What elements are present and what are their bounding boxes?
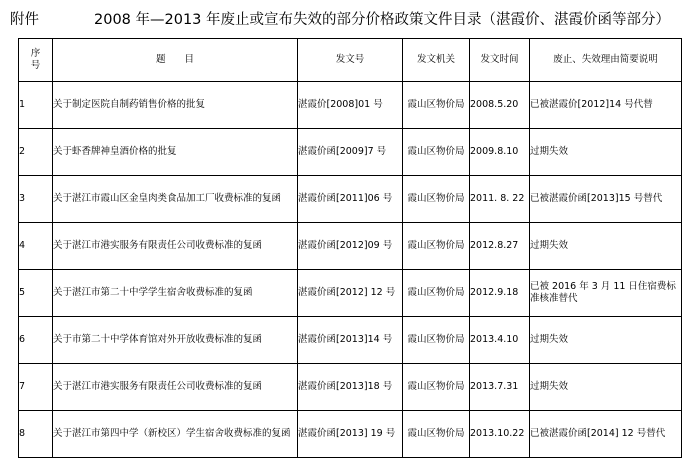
table-row [19,317,682,364]
table-row [19,176,682,223]
column-header-date: 发文时间 [470,39,530,82]
row-issuer: 霞山区物价局 [403,176,470,223]
row-title: 关于湛江市霞山区金皇肉类食品加工厂收费标准的复函 [53,176,298,223]
row-date: 2013.10.22 [470,411,530,458]
row-date: 2009.8.10 [470,129,530,176]
row-issuer: 霞山区物价局 [403,82,470,129]
row-note: 过期失效 [530,364,682,411]
row-doc-no: 湛霞价函[2013] 19 号 [298,411,403,458]
row-doc-no: 湛霞价函[2012]09 号 [298,223,403,270]
row-title: 关于虾香牌神皇酒价格的批复 [53,129,298,176]
row-note: 过期失效 [530,223,682,270]
row-title: 关于湛江市港实服务有限责任公司收费标准的复函 [53,223,298,270]
table-row [19,82,682,129]
row-date: 2012.9.18 [470,270,530,317]
row-date: 2011. 8. 22 [470,176,530,223]
row-note: 已被湛霞价函[2013]15 号替代 [530,176,682,223]
document-title: 2008 年—2013 年废止或宣布失效的部分价格政策文件目录（湛霞价、湛霞价函等部分） [94,12,671,28]
row-note: 已被湛霞价[2012]14 号代替 [530,82,682,129]
table-row [19,223,682,270]
row-seq: 6 [19,317,53,364]
row-seq: 5 [19,270,53,317]
row-issuer: 霞山区物价局 [403,270,470,317]
row-seq: 7 [19,364,53,411]
column-header-note: 废止、失效理由简要说明 [530,39,682,82]
row-date: 2013.4.10 [470,317,530,364]
column-header-doc-no: 发文号 [298,39,403,82]
row-issuer: 霞山区物价局 [403,364,470,411]
table-row [19,411,682,458]
row-title: 关于市第二十中学体育馆对外开放收费标准的复函 [53,317,298,364]
row-date: 2008.5.20 [470,82,530,129]
row-note: 过期失效 [530,317,682,364]
table-header-row [19,39,682,82]
row-seq: 8 [19,411,53,458]
row-title: 关于制定医院自制药销售价格的批复 [53,82,298,129]
row-issuer: 霞山区物价局 [403,129,470,176]
column-header-title: 题 目 [53,39,298,82]
row-seq: 3 [19,176,53,223]
row-doc-no: 湛霞价函[2013]18 号 [298,364,403,411]
policy-document-table [18,38,682,458]
row-issuer: 霞山区物价局 [403,317,470,364]
row-doc-no: 湛霞价函[2013]14 号 [298,317,403,364]
row-title: 关于湛江市第四中学（新校区）学生宿舍收费标准的复函 [53,411,298,458]
row-date: 2012.8.27 [470,223,530,270]
row-doc-no: 湛霞价函[2009]7 号 [298,129,403,176]
column-header-seq: 序 号 [19,39,53,82]
row-note: 过期失效 [530,129,682,176]
document-heading [0,6,700,30]
table-row [19,129,682,176]
row-seq: 2 [19,129,53,176]
row-issuer: 霞山区物价局 [403,411,470,458]
row-doc-no: 湛霞价[2008]01 号 [298,82,403,129]
row-doc-no: 湛霞价函[2011]06 号 [298,176,403,223]
row-doc-no: 湛霞价函[2012] 12 号 [298,270,403,317]
row-title: 关于湛江市第二十中学学生宿舍收费标准的复函 [53,270,298,317]
row-seq: 4 [19,223,53,270]
attachment-label: 附件 [10,12,39,28]
row-date: 2013.7.31 [470,364,530,411]
column-header-issuer: 发文机关 [403,39,470,82]
row-issuer: 霞山区物价局 [403,223,470,270]
row-note: 已被 2016 年 3 月 11 日住宿费标准核准替代 [530,270,682,317]
row-note: 已被湛霞价函[2014] 12 号替代 [530,411,682,458]
row-seq: 1 [19,82,53,129]
table-body [19,82,682,458]
row-title: 关于湛江市港实服务有限责任公司收费标准的复函 [53,364,298,411]
table-row [19,270,682,317]
table-row [19,364,682,411]
